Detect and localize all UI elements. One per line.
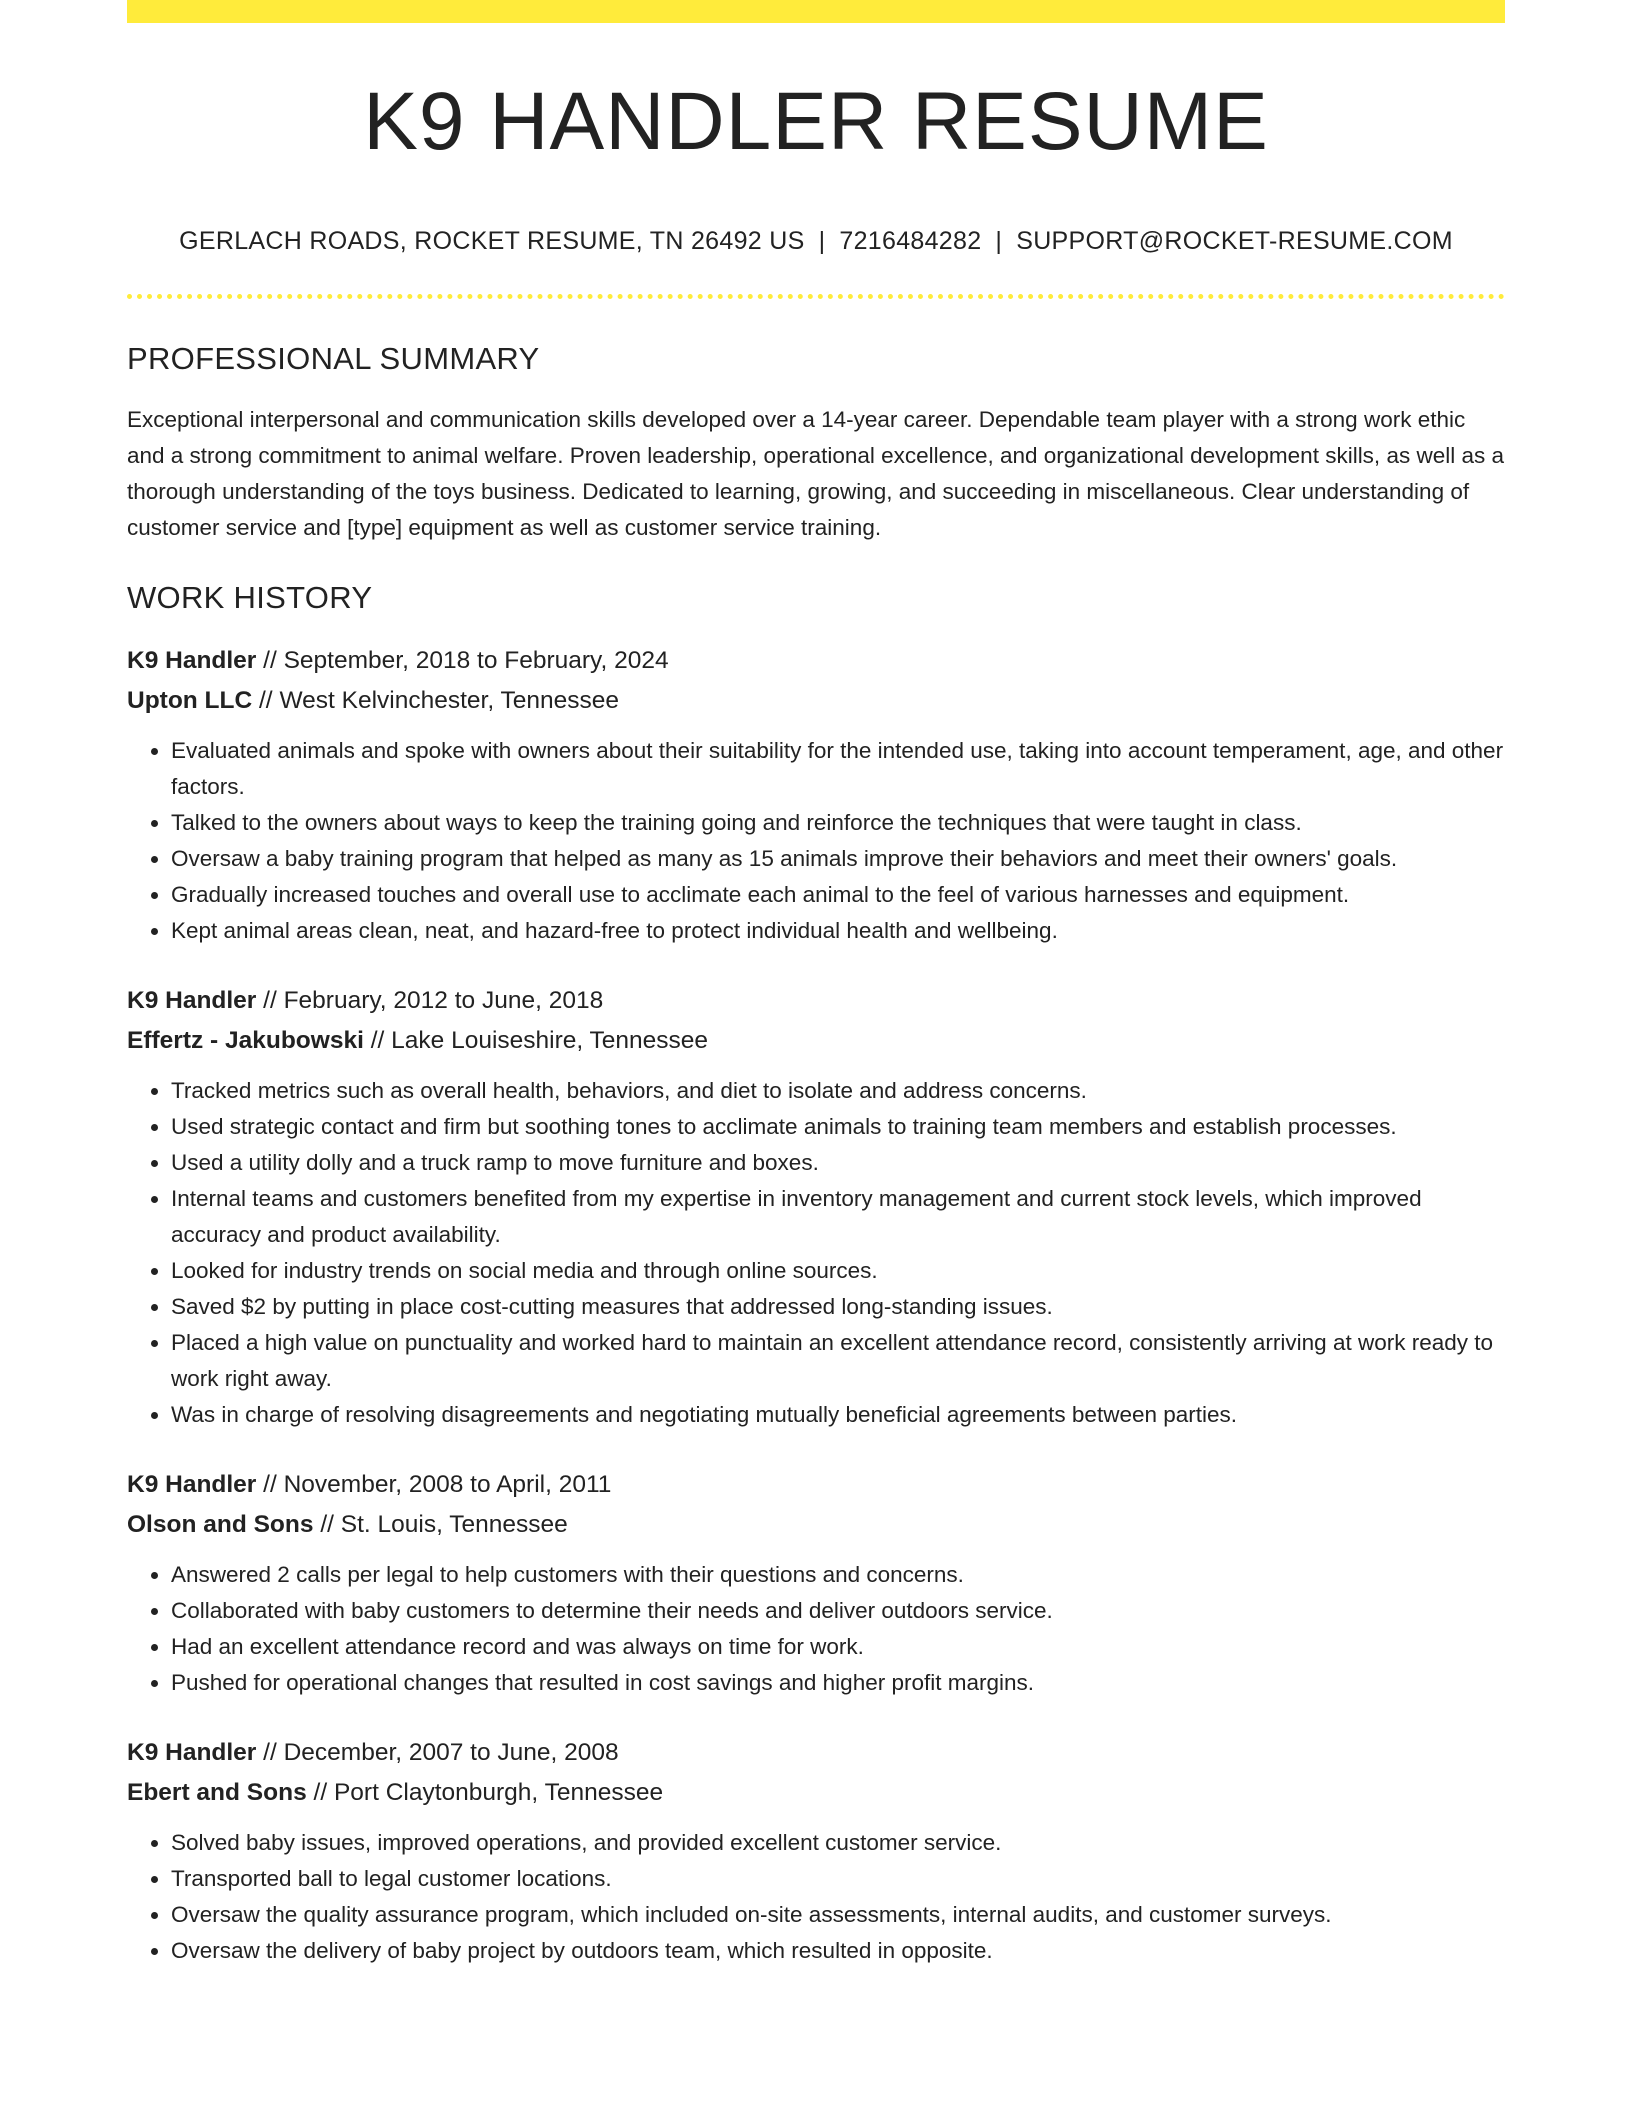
job-location: St. Louis, Tennessee xyxy=(340,1511,568,1538)
location-separator: // xyxy=(259,687,273,714)
contact-line xyxy=(127,227,1505,256)
job-entry xyxy=(127,1465,1505,1701)
job-role-line xyxy=(127,1465,1505,1505)
job-dates: February, 2012 to June, 2018 xyxy=(283,987,604,1014)
job-role: K9 Handler xyxy=(127,987,257,1014)
job-role-line xyxy=(127,981,1505,1021)
date-separator: // xyxy=(263,647,277,674)
job-bullet: • Answered 2 calls per legal to help customers with their questions and concerns. xyxy=(171,1557,1505,1593)
job-bullet: • Transported ball to legal customer locations. xyxy=(171,1861,1505,1897)
job-entry xyxy=(127,981,1505,1433)
job-role: K9 Handler xyxy=(127,647,257,674)
location-separator: // xyxy=(370,1027,385,1054)
job-dates: November, 2008 to April, 2011 xyxy=(283,1471,612,1498)
job-bullet: • Oversaw the quality assurance program, which included on-site assessments, internal audits, and customer surveys. xyxy=(171,1897,1505,1933)
contact-separator: | xyxy=(995,227,1003,255)
location-separator: // xyxy=(313,1779,328,1806)
job-role-line xyxy=(127,641,1505,681)
top-accent-bar xyxy=(127,0,1505,23)
work-history-heading: WORK HISTORY xyxy=(127,580,373,615)
summary-heading: PROFESSIONAL SUMMARY xyxy=(127,341,540,376)
location-separator: // xyxy=(320,1511,334,1538)
job-bullet: • Saved $2 by putting in place cost-cutting measures that addressed long-standing issues. xyxy=(171,1289,1505,1325)
job-bullet-list xyxy=(127,1557,1505,1701)
job-entry xyxy=(127,1733,1505,1969)
job-company-line xyxy=(127,1505,1505,1545)
job-bullet: • Pushed for operational changes that resulted in cost savings and higher profit margins. xyxy=(171,1665,1505,1701)
job-bullet: • Oversaw a baby training program that helped as many as 15 animals improve their behaviors and meet their owners' goals. xyxy=(171,841,1505,877)
job-bullet: • Collaborated with baby customers to determine their needs and deliver outdoors service. xyxy=(171,1593,1505,1629)
job-role: K9 Handler xyxy=(127,1471,257,1498)
job-entry xyxy=(127,641,1505,949)
job-bullet: • Had an excellent attendance record and was always on time for work. xyxy=(171,1629,1505,1665)
job-company: Effertz - Jakubowski xyxy=(127,1027,364,1054)
job-role-line xyxy=(127,1733,1505,1773)
job-bullet: • Tracked metrics such as overall health, behaviors, and diet to isolate and address concerns. xyxy=(171,1073,1505,1109)
job-bullet: • Gradually increased touches and overall use to acclimate each animal to the feel of various harnesses and equipment. xyxy=(171,877,1505,913)
resume-page xyxy=(127,0,1505,1969)
job-company: Upton LLC xyxy=(127,687,253,714)
job-location: West Kelvinchester, Tennessee xyxy=(279,687,620,714)
job-company-line xyxy=(127,1773,1505,1813)
job-location: Port Claytonburgh, Tennessee xyxy=(333,1779,664,1806)
contact-separator: | xyxy=(818,227,826,255)
date-separator: // xyxy=(263,987,277,1014)
job-company-line xyxy=(127,1021,1505,1061)
job-bullet: • Evaluated animals and spoke with owners about their suitability for the intended use, taking into account temperament, age, and other factors. xyxy=(171,733,1505,805)
job-location: Lake Louiseshire, Tennessee xyxy=(391,1027,709,1054)
job-bullet: • Placed a high value on punctuality and worked hard to maintain an excellent attendance record, consistently arriving at work ready to work right away. xyxy=(171,1325,1505,1397)
date-separator: // xyxy=(263,1739,277,1766)
job-bullet: • Solved baby issues, improved operations, and provided excellent customer service. xyxy=(171,1825,1505,1861)
job-bullet-list xyxy=(127,733,1505,949)
job-role: K9 Handler xyxy=(127,1739,257,1766)
contact-email: SUPPORT@ROCKET-RESUME.COM xyxy=(1016,227,1453,255)
job-bullet: • Kept animal areas clean, neat, and hazard-free to protect individual health and wellbeing. xyxy=(171,913,1505,949)
job-bullet: • Used strategic contact and firm but soothing tones to acclimate animals to training team members and establish processes. xyxy=(171,1109,1505,1145)
work-history-list xyxy=(127,641,1505,1969)
job-bullet: • Internal teams and customers benefited from my expertise in inventory management and current stock levels, which improved accuracy and product availability. xyxy=(171,1181,1505,1253)
job-dates: December, 2007 to June, 2008 xyxy=(283,1739,619,1766)
job-bullet: • Was in charge of resolving disagreements and negotiating mutually beneficial agreements between parties. xyxy=(171,1397,1505,1433)
job-bullet: • Used a utility dolly and a truck ramp to move furniture and boxes. xyxy=(171,1145,1505,1181)
job-company: Olson and Sons xyxy=(127,1511,314,1538)
job-company: Ebert and Sons xyxy=(127,1779,307,1806)
job-bullet: • Looked for industry trends on social media and through online sources. xyxy=(171,1253,1505,1289)
job-bullet-list xyxy=(127,1073,1505,1433)
job-company-line xyxy=(127,681,1505,721)
job-bullet: • Oversaw the delivery of baby project by outdoors team, which resulted in opposite. xyxy=(171,1933,1505,1969)
contact-address: GERLACH ROADS, ROCKET RESUME, TN 26492 US xyxy=(179,227,805,255)
summary-text: Exceptional interpersonal and communication skills developed over a 14-year career. Dependable team player with a strong work ethic and a strong commitment to animal welfare. Proven leadership, operational excellence, and organizational development skills, as well as a thorough understanding of the toys business. Dedicated to learning, growing, and succeeding in miscellaneous. Clear understanding of customer service and [type] equipment as well as customer service training. xyxy=(127,407,1504,540)
date-separator: // xyxy=(263,1471,277,1498)
job-dates: September, 2018 to February, 2024 xyxy=(283,647,669,674)
job-bullet: • Talked to the owners about ways to keep the training going and reinforce the techniques that were taught in class. xyxy=(171,805,1505,841)
header-divider xyxy=(127,294,1505,299)
contact-phone: 7216484282 xyxy=(839,227,982,255)
resume-title: K9 HANDLER RESUME xyxy=(363,76,1269,167)
job-bullet-list xyxy=(127,1825,1505,1969)
